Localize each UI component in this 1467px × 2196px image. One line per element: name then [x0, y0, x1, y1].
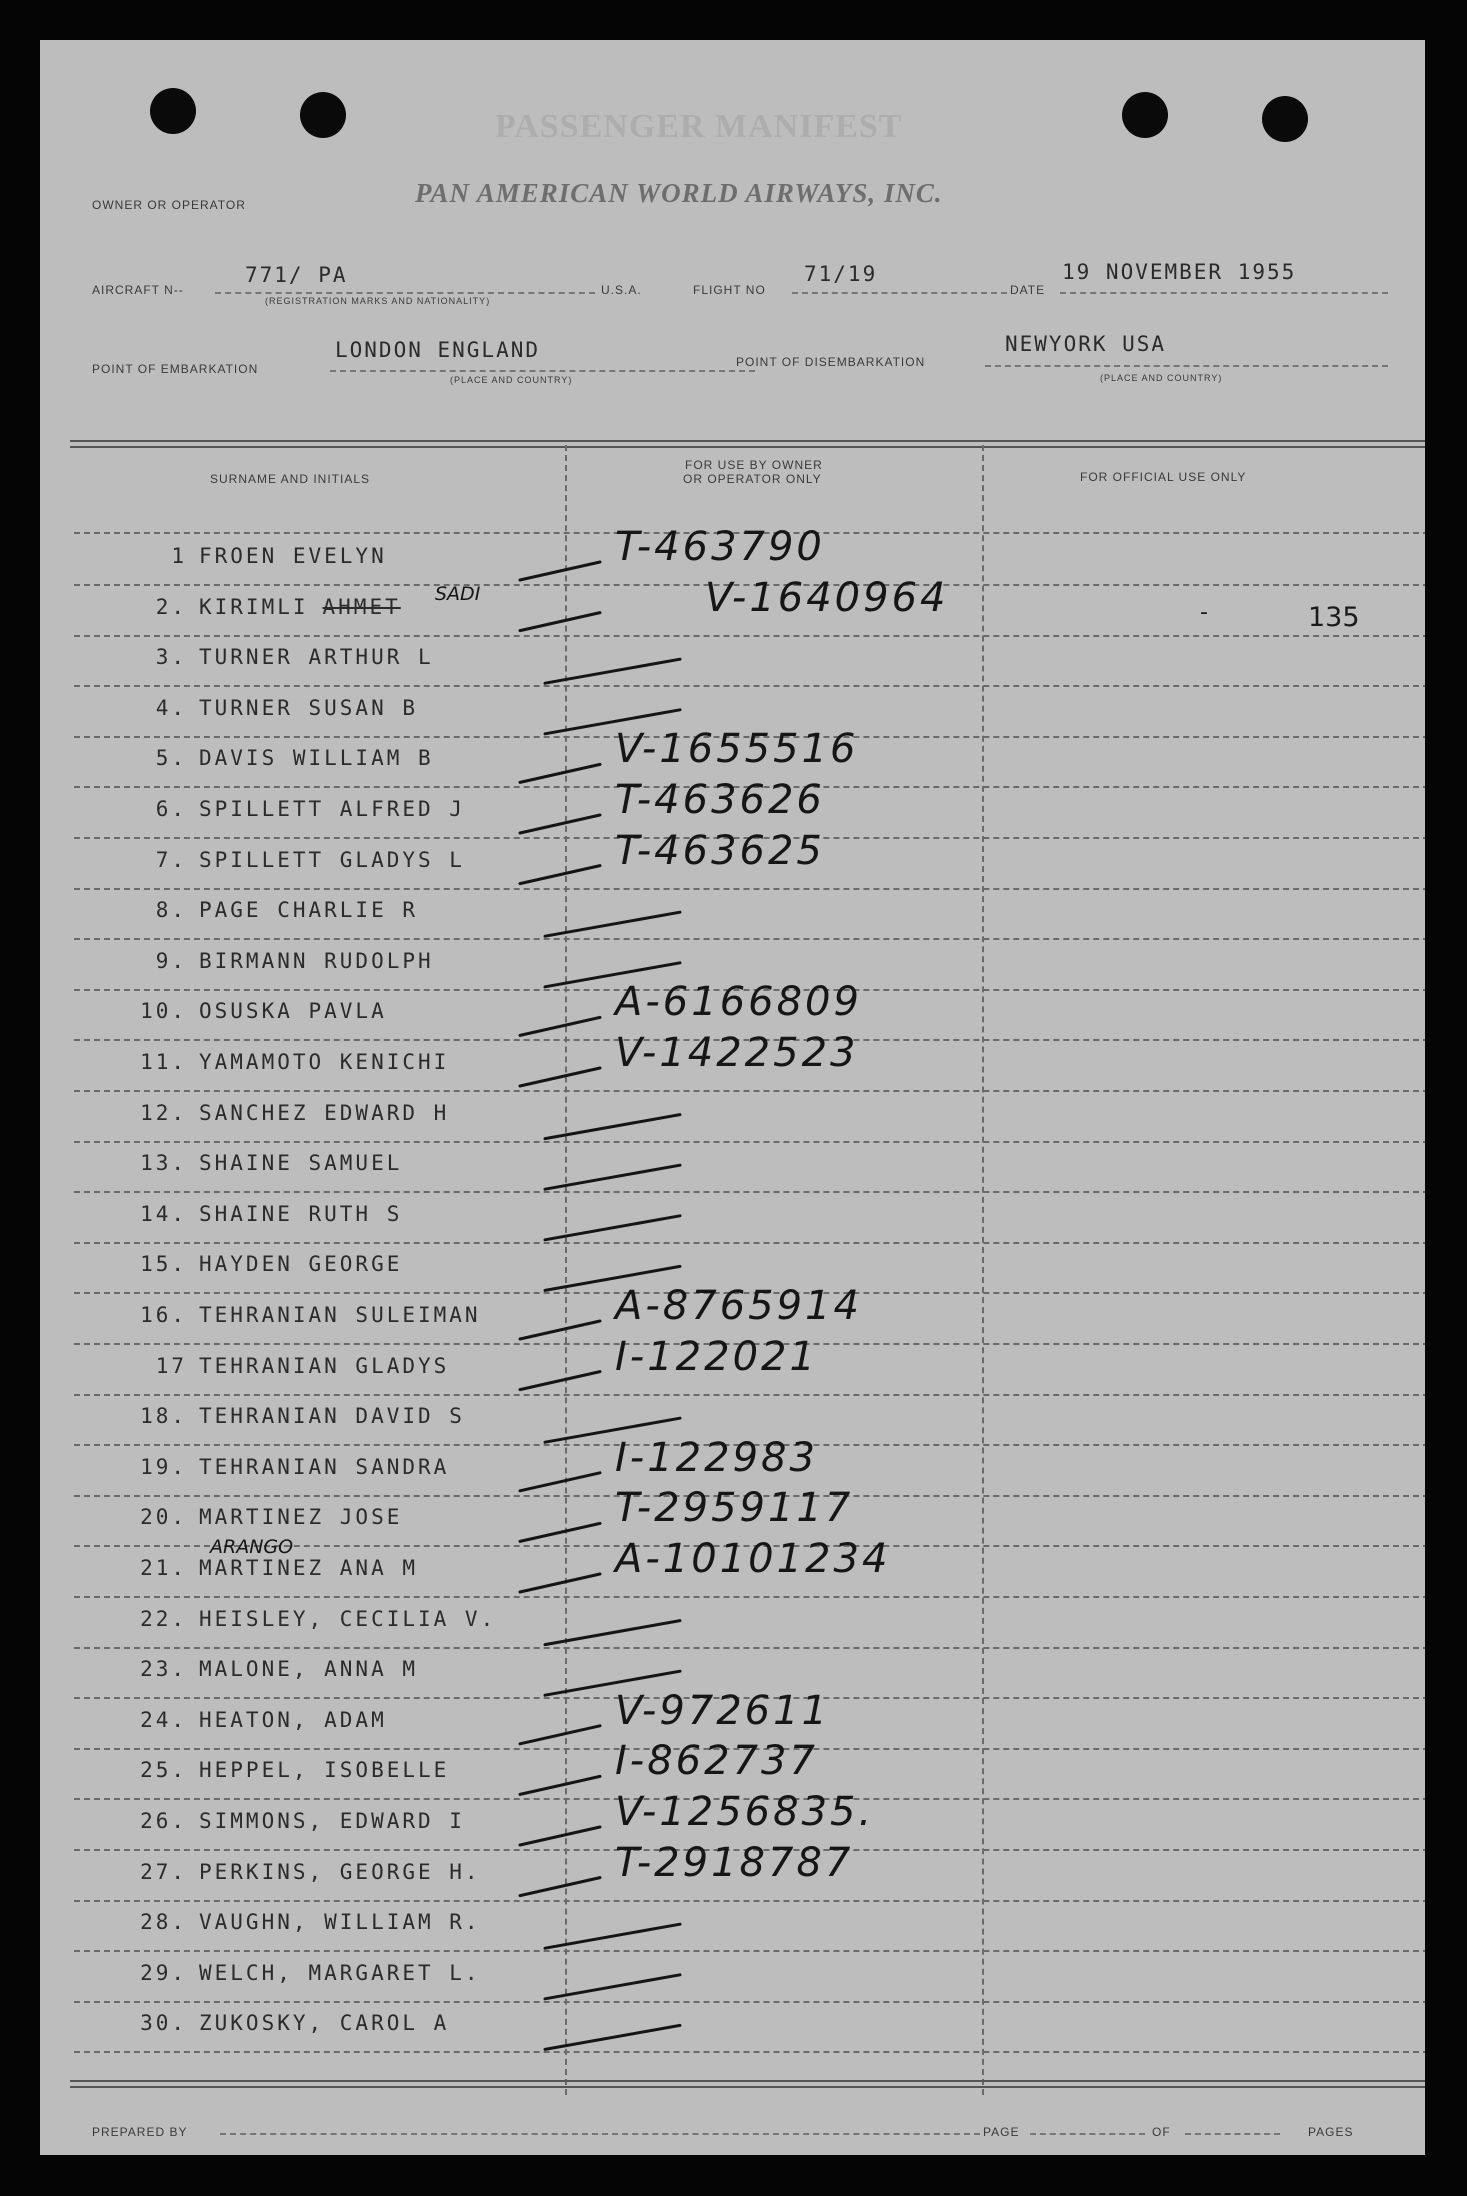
handwritten-dash — [520, 1776, 600, 1794]
passport-number: V-1640964 — [705, 574, 949, 621]
place-caption-2: (PLACE AND COUNTRY) — [1100, 373, 1223, 383]
handwritten-dash — [545, 2025, 680, 2049]
handwritten-dash — [520, 866, 600, 884]
handwritten-dash — [545, 1115, 680, 1139]
passenger-number: 10. — [140, 999, 187, 1024]
passport-number: A-10101234 — [615, 1536, 891, 1582]
passenger-number: 15. — [140, 1252, 187, 1277]
passenger-name: HEISLEY, CECILIA V. — [199, 1606, 497, 1631]
passport-number: A-8765914 — [615, 1283, 862, 1329]
passenger-name: TEHRANIAN DAVID S — [199, 1404, 465, 1429]
passenger-name: HEATON, ADAM — [199, 1707, 387, 1732]
handwritten-correction: SADI — [435, 582, 481, 605]
handwritten-dash — [545, 1165, 680, 1189]
handwritten-strokes — [40, 40, 1425, 2155]
passenger-name: SPILLETT ALFRED J — [199, 797, 465, 821]
passport-number: T-463625 — [615, 827, 825, 874]
handwritten-dash — [520, 1017, 600, 1035]
date-label: DATE — [1010, 283, 1046, 297]
operator-name: PAN AMERICAN WORLD AIRWAYS, INC. — [415, 178, 943, 208]
handwritten-correction: ARANGO — [210, 1536, 294, 1558]
handwritten-dash — [545, 710, 680, 734]
col-header-owner: FOR USE BY OWNER — [685, 458, 823, 472]
official-amount: 135 — [1308, 602, 1360, 633]
col-header-name: SURNAME AND INITIALS — [210, 472, 371, 486]
passenger-number: 27. — [140, 1859, 187, 1884]
handwritten-dash — [545, 1924, 680, 1948]
handwritten-dash — [520, 1827, 600, 1845]
passenger-name: ZUKOSKY, CAROL A — [199, 2011, 450, 2036]
passenger-number: 24. — [140, 1707, 187, 1732]
disembarkation-label: POINT OF DISEMBARKATION — [736, 355, 926, 369]
country-label: U.S.A. — [601, 283, 642, 297]
col-header-owner-2: OR OPERATOR ONLY — [683, 472, 822, 486]
passenger-name: SPILLETT GLADYS L — [199, 847, 465, 872]
passport-number: I-122021 — [615, 1333, 818, 1380]
passenger-name: MARTINEZ JOSE — [199, 1505, 403, 1530]
passenger-number: 19. — [140, 1454, 187, 1479]
passenger-number: 16. — [140, 1303, 187, 1327]
passenger-number: 5. — [155, 746, 187, 771]
passport-number: I-122983 — [615, 1434, 818, 1481]
passenger-number: 2. — [155, 594, 187, 619]
passenger-name: SANCHEZ EDWARD H — [199, 1100, 450, 1125]
passenger-name: HAYDEN GEORGE — [199, 1252, 403, 1277]
passenger-number: 1 — [171, 544, 187, 568]
page-label: PAGE — [983, 2125, 1020, 2139]
passenger-name: TURNER ARTHUR L — [199, 645, 434, 670]
handwritten-dash — [520, 764, 600, 782]
passenger-number: 11. — [140, 1050, 187, 1074]
handwritten-dash — [520, 1574, 600, 1592]
handwritten-dash — [520, 613, 600, 631]
manifest-sheet — [40, 40, 1425, 2155]
passenger-number: 23. — [140, 1657, 187, 1682]
passport-number: T-2959117 — [615, 1485, 854, 1532]
passport-number: T-2918787 — [615, 1839, 854, 1886]
handwritten-dash — [545, 1418, 680, 1442]
passenger-number: 3. — [155, 645, 187, 670]
passenger-name: MALONE, ANNA M — [199, 1657, 419, 1682]
place-caption: (PLACE AND COUNTRY) — [450, 375, 573, 385]
passport-number: T-463790 — [615, 524, 825, 570]
passenger-name: SHAINE SAMUEL — [199, 1151, 403, 1176]
passenger-number: 12. — [140, 1100, 187, 1125]
passenger-number: 8. — [155, 898, 187, 923]
handwritten-dash — [520, 1321, 600, 1339]
embarkation-point: LONDON ENGLAND — [335, 338, 541, 362]
passenger-name: MARTINEZ ANA M — [199, 1556, 419, 1580]
passport-number: V-972611 — [615, 1687, 831, 1734]
handwritten-dash — [545, 1671, 680, 1695]
passenger-number: 9. — [155, 948, 187, 973]
handwritten-dash — [520, 815, 600, 833]
handwritten-dash — [545, 1621, 680, 1645]
passenger-number: 30. — [140, 2011, 187, 2036]
handwritten-dash — [545, 1216, 680, 1240]
handwritten-dash — [520, 562, 600, 580]
aircraft-label: AIRCRAFT N-- — [92, 283, 184, 297]
passenger-number: 21. — [140, 1556, 187, 1580]
passenger-name: TEHRANIAN SULEIMAN — [199, 1303, 481, 1327]
handwritten-dash — [520, 1878, 600, 1896]
flight-label: FLIGHT NO — [693, 283, 766, 297]
official-dash: - — [1200, 600, 1208, 625]
passenger-number: 13. — [140, 1151, 187, 1176]
passenger-name: TEHRANIAN SANDRA — [199, 1454, 450, 1479]
owner-operator-label: OWNER OR OPERATOR — [92, 198, 246, 212]
passenger-name: DAVIS WILLIAM B — [199, 746, 434, 771]
handwritten-dash — [545, 1266, 680, 1290]
passenger-name: BIRMANN RUDOLPH — [199, 948, 434, 973]
passenger-number: 22. — [140, 1606, 187, 1631]
registration-caption: (REGISTRATION MARKS AND NATIONALITY) — [265, 296, 491, 306]
handwritten-dash — [520, 1372, 600, 1390]
flight-date: 19 NOVEMBER 1955 — [1062, 260, 1297, 284]
passenger-number: 17 — [155, 1353, 187, 1378]
passenger-number: 6. — [155, 797, 187, 821]
passenger-name: WELCH, MARGARET L. — [199, 1960, 481, 1985]
passenger-name: YAMAMOTO KENICHI — [199, 1050, 450, 1074]
passport-number: A-6166809 — [615, 979, 862, 1026]
handwritten-dash — [545, 963, 680, 987]
passenger-number: 29. — [140, 1960, 187, 1985]
handwritten-dash — [520, 1523, 600, 1541]
handwritten-dash — [520, 1726, 600, 1744]
passenger-name: PAGE CHARLIE R — [199, 898, 419, 923]
handwritten-dash — [520, 1068, 600, 1086]
passenger-name: FROEN EVELYN — [199, 544, 387, 568]
passenger-name: TURNER SUSAN B — [199, 695, 419, 720]
prepared-by-label: PREPARED BY — [92, 2125, 188, 2139]
passenger-number: 14. — [140, 1201, 187, 1226]
passenger-name: VAUGHN, WILLIAM R. — [199, 1910, 481, 1935]
passenger-number: 25. — [140, 1758, 187, 1783]
embarkation-label: POINT OF EMBARKATION — [92, 362, 259, 376]
passenger-name: OSUSKA PAVLA — [199, 999, 387, 1024]
form-title: PASSENGER MANIFEST — [495, 108, 903, 145]
passport-number: T-463626 — [615, 777, 825, 823]
passenger-name: KIRIMLI — [199, 594, 309, 619]
handwritten-dash — [520, 1473, 600, 1491]
passport-number: V-1422523 — [615, 1030, 859, 1076]
passenger-number: 18. — [140, 1404, 187, 1429]
passenger-name: SHAINE RUTH S — [199, 1201, 403, 1226]
handwritten-dash — [545, 912, 680, 936]
of-label: OF — [1152, 2125, 1171, 2139]
disembarkation-point: NEWYORK USA — [1005, 332, 1167, 356]
passenger-number: 7. — [155, 847, 187, 872]
handwritten-dash — [545, 659, 680, 683]
passport-number: V-1655516 — [615, 726, 859, 773]
col-header-official: FOR OFFICIAL USE ONLY — [1080, 470, 1247, 484]
passport-number: I-862737 — [615, 1738, 818, 1785]
passenger-number: 20. — [140, 1505, 187, 1530]
flight-number: 71/19 — [804, 262, 878, 286]
aircraft-registration: 771/ PA — [245, 263, 348, 287]
passenger-number: 28. — [140, 1910, 187, 1935]
passenger-name: SIMMONS, EDWARD I — [199, 1809, 465, 1833]
passenger-name: PERKINS, GEORGE H. — [199, 1859, 481, 1884]
pages-label: PAGES — [1308, 2125, 1354, 2139]
passenger-name: TEHRANIAN GLADYS — [199, 1353, 450, 1378]
passenger-name: HEPPEL, ISOBELLE — [199, 1758, 450, 1783]
handwritten-dash — [545, 1975, 680, 1999]
passenger-number: 26. — [140, 1809, 187, 1833]
struck-name: AHMET — [322, 594, 401, 619]
passport-number: V-1256835. — [615, 1789, 875, 1835]
passenger-number: 4. — [155, 695, 187, 720]
